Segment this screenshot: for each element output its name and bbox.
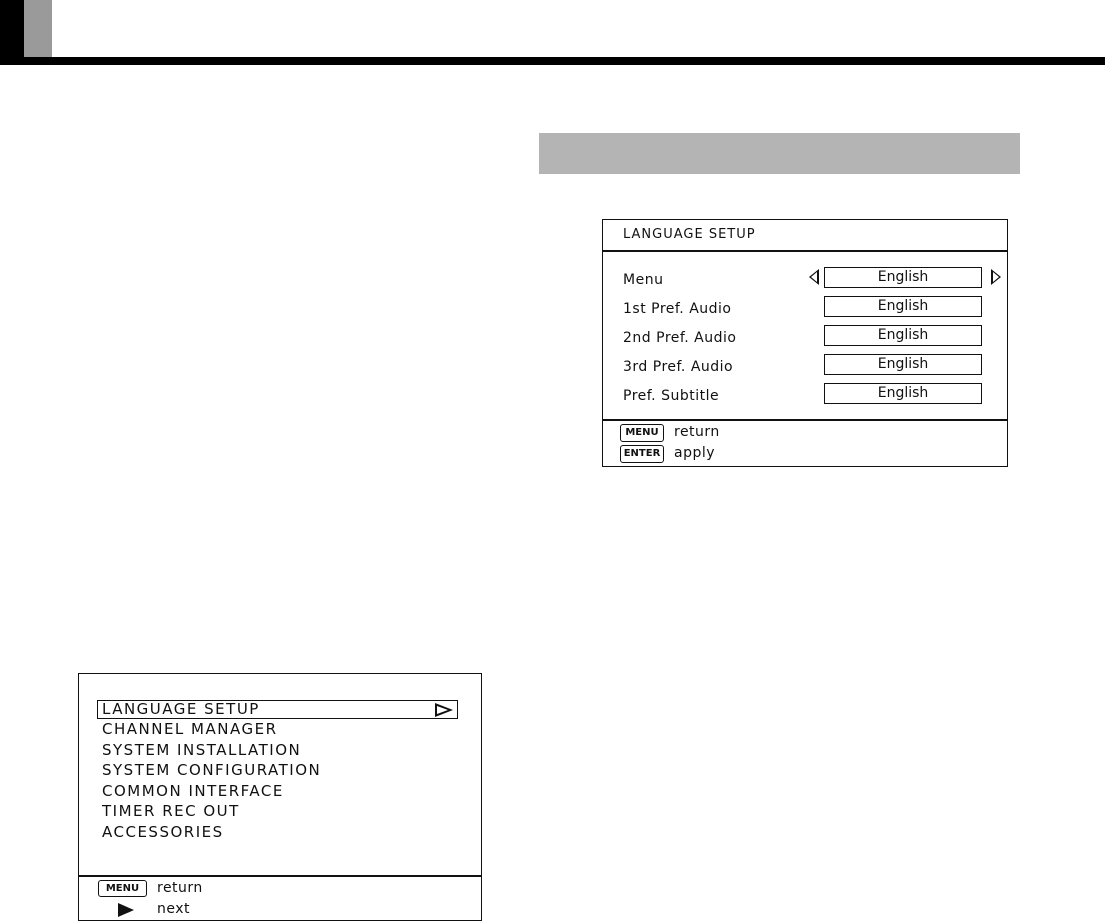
return-label: return	[157, 880, 203, 896]
submenu-arrow-icon[interactable]	[435, 703, 453, 717]
arrow-right-icon[interactable]	[991, 269, 1001, 285]
menu-item-accessories[interactable]: ACCESSORIES	[102, 823, 224, 841]
pref-audio-2-value[interactable]: English	[824, 325, 982, 346]
divider	[603, 419, 1007, 421]
pref-audio-3-label: 3rd Pref. Audio	[623, 359, 734, 375]
divider	[79, 875, 481, 877]
pref-audio-2-label: 2nd Pref. Audio	[623, 330, 737, 346]
main-menu-panel	[78, 673, 482, 921]
next-label: next	[157, 901, 191, 917]
menu-language-label: Menu	[623, 272, 664, 288]
language-setup-panel	[602, 219, 1008, 467]
pref-subtitle-label: Pref. Subtitle	[623, 388, 720, 404]
section-heading-bar	[539, 133, 1020, 174]
return-label: return	[674, 424, 720, 440]
play-arrow-icon	[118, 903, 134, 917]
arrow-left-icon[interactable]	[809, 269, 819, 285]
pref-audio-1-row[interactable]	[603, 296, 1007, 320]
menu-key-icon: MENU	[620, 424, 664, 442]
menu-item-system-installation[interactable]: SYSTEM INSTALLATION	[102, 741, 302, 759]
pref-subtitle-row[interactable]	[603, 383, 1007, 407]
language-setup-title: LANGUAGE SETUP	[623, 227, 756, 242]
header-tab-grey	[24, 0, 52, 57]
pref-subtitle-value[interactable]: English	[824, 383, 982, 404]
pref-audio-1-value[interactable]: English	[824, 296, 982, 317]
menu-item-timer-rec-out[interactable]: TIMER REC OUT	[102, 802, 240, 820]
pref-audio-2-row[interactable]	[603, 325, 1007, 349]
menu-language-value[interactable]: English	[824, 267, 982, 288]
apply-label: apply	[674, 445, 716, 461]
menu-item-language-setup[interactable]: LANGUAGE SETUP	[102, 700, 260, 718]
menu-item-system-configuration[interactable]: SYSTEM CONFIGURATION	[102, 761, 322, 779]
header-rule	[0, 57, 1105, 65]
enter-key-icon: ENTER	[620, 445, 664, 463]
divider	[603, 250, 1007, 252]
menu-item-common-interface[interactable]: COMMON INTERFACE	[102, 782, 284, 800]
header-tab-black	[0, 0, 24, 57]
menu-item-channel-manager[interactable]: CHANNEL MANAGER	[102, 720, 278, 738]
menu-key-icon: MENU	[98, 880, 147, 897]
pref-audio-3-value[interactable]: English	[824, 354, 982, 375]
pref-audio-1-label: 1st Pref. Audio	[623, 301, 732, 317]
pref-audio-3-row[interactable]	[603, 354, 1007, 378]
menu-language-row[interactable]	[603, 267, 1007, 291]
